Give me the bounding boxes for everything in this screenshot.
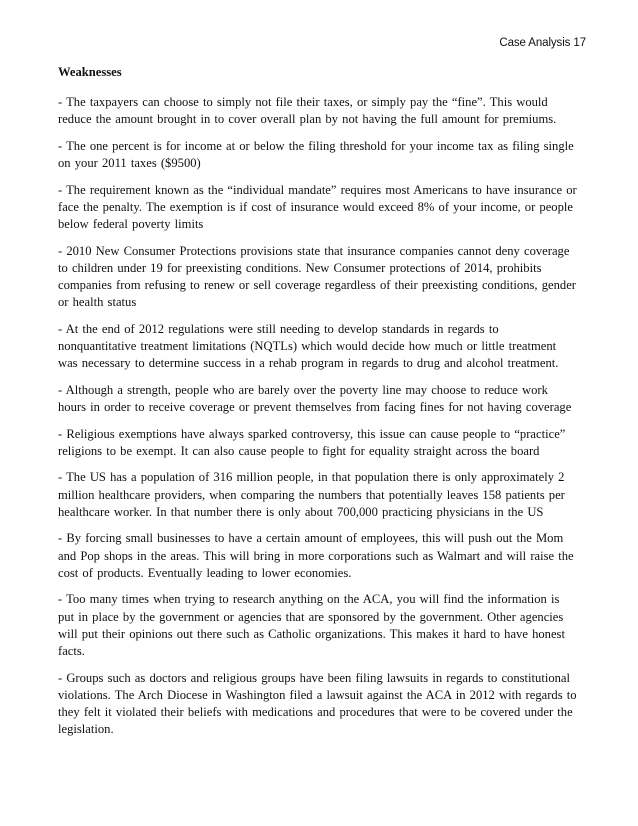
paragraph: - Too many times when trying to research anything on the ACA, you will find the information is put in place by the government or agencies that are sponsored by the government. Other agencies will put their opinions out there such as Catholic organizations. This makes it hard to have honest facts. [58,592,565,658]
paragraph: - 2010 New Consumer Protections provisions state that insurance companies cannot deny coverage to children under 19 for preexisting conditions. New Consumer protections of 2014, prohibits companies from refusing to renew or sell coverage regardless of their preexisting conditions, gender or health status [58,243,576,310]
section-heading: Weaknesses [58,65,122,79]
paragraph: - Groups such as doctors and religious groups have been filing lawsuits in regards to constitutional violations. The Arch Diocese in Washington filed a lawsuit against the ACA in 2012 with regards to they felt it violated their beliefs with medications and procedures that were to be covered under the legislation. [58,670,577,737]
paragraph: - Religious exemptions have always sparked controversy, this issue can cause people to “practice” religions to be exempt. It can also cause people to fight for equality straight across the board [58,426,566,458]
running-header: Case Analysis 17 [499,37,586,49]
paragraph: - The requirement known as the “individual mandate” requires most Americans to have insurance or face the penalty. The exemption is if cost of insurance would exceed 8% of your income, or people below federal poverty limits [58,182,577,231]
paragraph: - By forcing small businesses to have a certain amount of employees, this will push out the Mom and Pop shops in the areas. This will bring in more corporations such as Walmart and will raise the cost of products. Eventually leading to lower economies. [58,531,574,580]
paragraph: - Although a strength, people who are barely over the poverty line may choose to reduce work hours in order to receive coverage or prevent themselves from facing fines for not having coverage [58,382,572,414]
paragraph: - At the end of 2012 regulations were still needing to develop standards in regards to nonquantitative treatment limitations (NQTLs) which would decide how much or little treatment was necessary to determine success in a rehab program in regards to drug and alcohol treatment. [58,321,559,371]
paragraph: - The taxpayers can choose to simply not file their taxes, or simply pay the “fine”. This would reduce the amount brought in to cover overall plan by not having the full amount for premiums. [58,95,557,127]
page-content [58,64,578,748]
paragraph: - The one percent is for income at or below the filing threshold for your income tax as filing single on your 2011 taxes ($9500) [58,138,574,170]
paragraph: - The US has a population of 316 million people, in that population there is only approximately 2 million healthcare providers, when comparing the numbers that potentially leaves 158 patients per healthcare worker. In that number there is only about 700,000 practicing physicians in the US [58,470,565,519]
